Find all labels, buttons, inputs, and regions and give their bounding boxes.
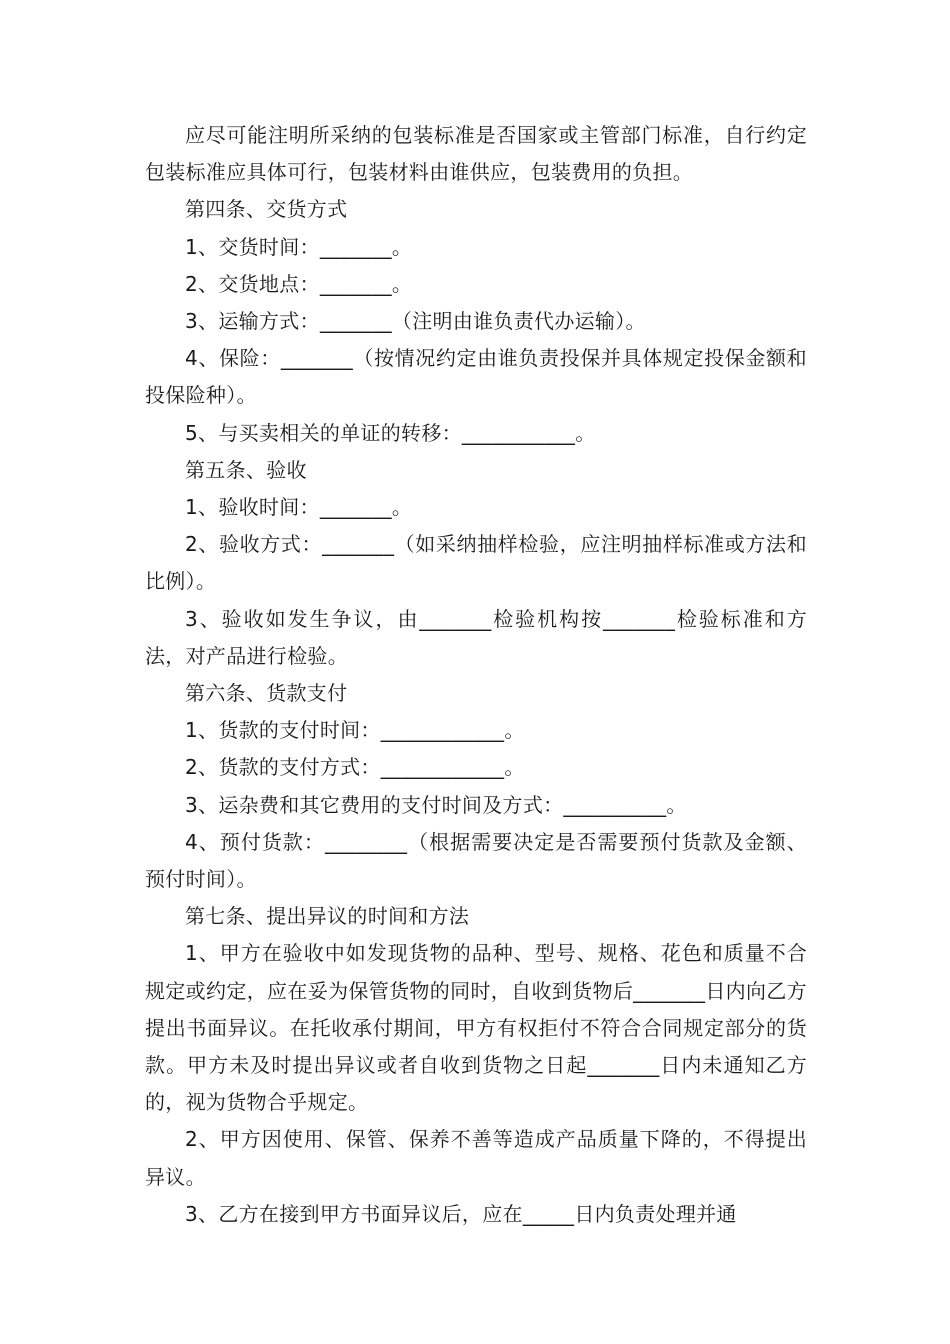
clause-payment-method: 2、货款的支付方式：____________。 xyxy=(185,755,525,780)
clause-insurance: 4、保险：_______（按情况约定由谁负责投保并具体规定投保金额和投保险种）。 xyxy=(145,346,807,408)
clause-objection-handling: 3、乙方在接到甲方书面异议后，应在_____日内负责处理并通 xyxy=(185,1201,737,1226)
heading-article-6-payment: 第六条、货款支付 xyxy=(185,681,348,706)
clause-prepayment: 4、预付货款：________（根据需要决定是否需要预付货款及金额、预付时间）。 xyxy=(145,829,807,892)
clause-acceptance-dispute: 3、验收如发生争议，由_______检验机构按_______检验标准和方法，对产品进行检验。 xyxy=(145,606,807,668)
clause-transport-method: 3、运输方式：_______（注明由谁负责代办运输）。 xyxy=(185,309,646,334)
heading-article-5-acceptance: 第五条、验收 xyxy=(185,457,307,482)
clause-misc-fees: 3、运杂费和其它费用的支付时间及方式：__________。 xyxy=(185,792,687,817)
clause-delivery-place: 2、交货地点：_______。 xyxy=(185,271,413,296)
heading-article-7-objection: 第七条、提出异议的时间和方法 xyxy=(185,904,470,929)
paragraph-packaging-note: 应尽可能注明所采纳的包装标准是否国家或主管部门标准，自行约定包装标准应具体可行，包装材料由谁供应，包装费用的负担。 xyxy=(145,123,807,185)
clause-document-transfer: 5、与买卖相关的单证的转移：___________。 xyxy=(185,420,596,445)
clause-payment-time: 1、货款的支付时间：____________。 xyxy=(185,718,525,743)
document-body xyxy=(145,117,807,1233)
clause-acceptance-time: 1、验收时间：_______。 xyxy=(185,495,413,520)
clause-objection-misuse: 2、甲方因使用、保管、保养不善等造成产品质量下降的，不得提出异议。 xyxy=(145,1127,807,1189)
clause-delivery-time: 1、交货时间：_______。 xyxy=(185,234,413,259)
clause-objection-inspection: 1、甲方在验收中如发现货物的品种、型号、规格、花色和质量不合规定或约定，应在妥为保管货物的同时，自收到货物后_______日内向乙方提出书面异议。在托收承付期间，甲方有权拒付不符合合同规定部分的货款。甲方未及时提出异议或者自收到货物之日起_______日内未通知乙方的，视为货物合乎规定。 xyxy=(145,941,807,1115)
heading-article-4-delivery: 第四条、交货方式 xyxy=(185,197,348,222)
clause-acceptance-method: 2、验收方式：_______（如采纳抽样检验，应注明抽样标准或方法和比例）。 xyxy=(145,532,807,594)
